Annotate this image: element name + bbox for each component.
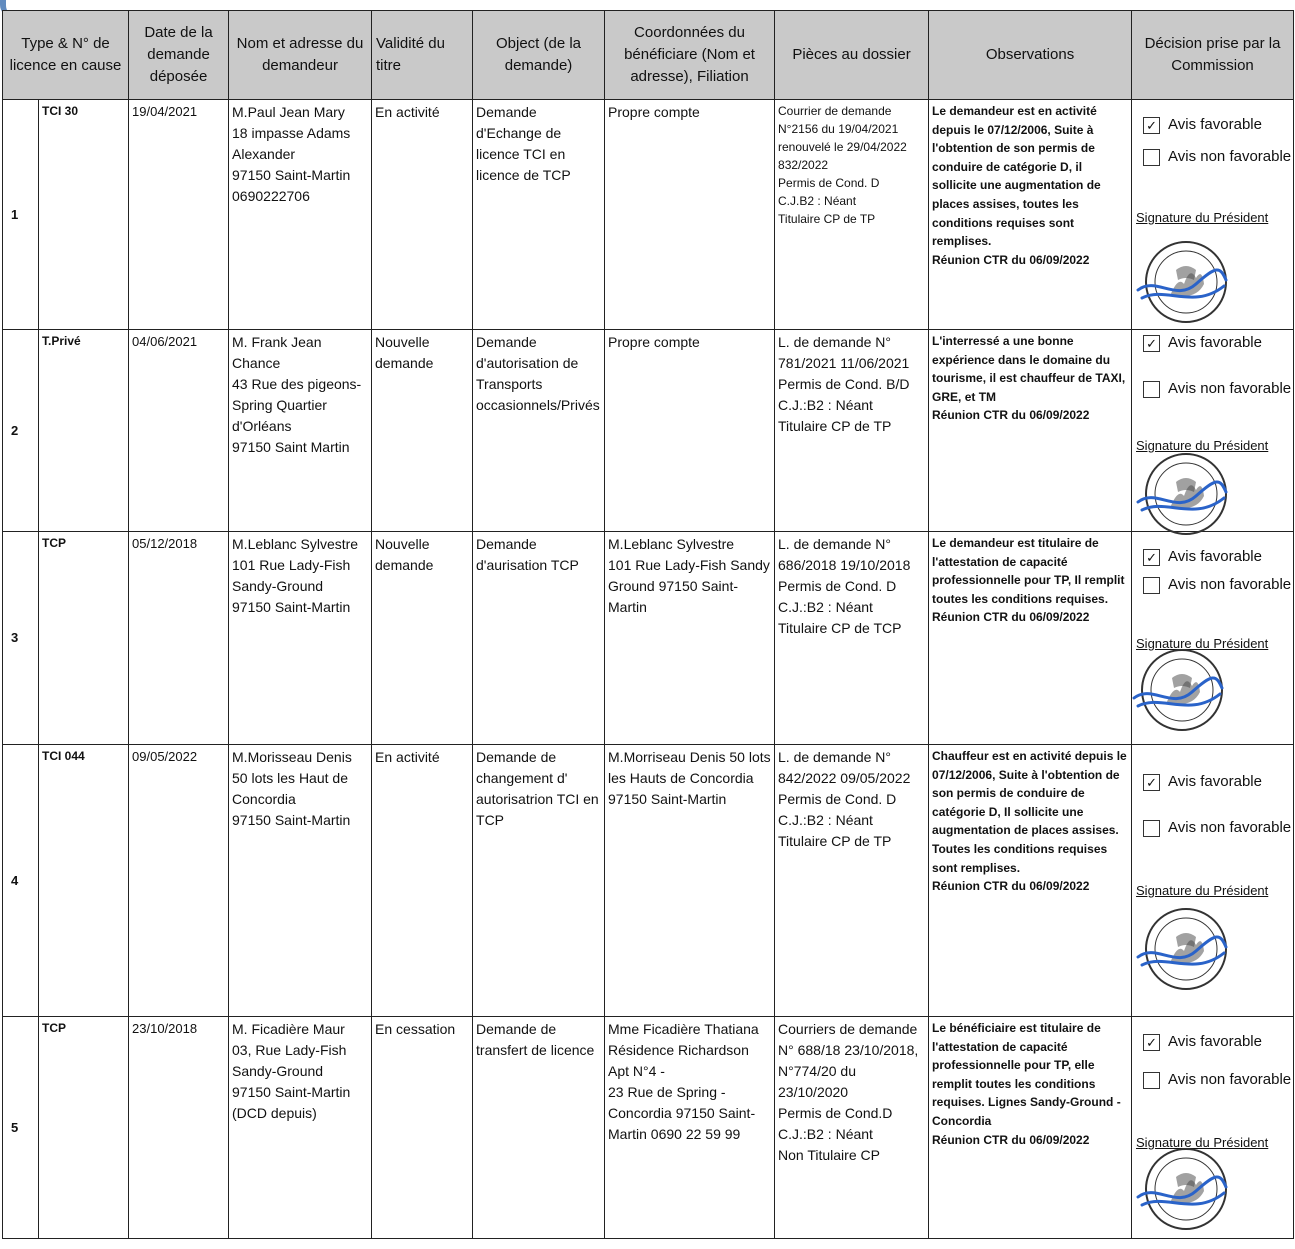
checked-checkbox: ✓ <box>1143 774 1160 791</box>
empty-checkbox <box>1143 820 1160 837</box>
request-object: Demande de changement d' autorisatrion TCI en TCP <box>473 745 605 1017</box>
applicant-name-address: M. Frank Jean Chance 43 Rue des pigeons- Spring Quartier d'Orléans 97150 Saint Martin <box>229 330 372 532</box>
request-date: 09/05/2022 <box>129 745 229 1017</box>
table-row <box>3 1017 1294 1239</box>
request-date: 19/04/2021 <box>129 100 229 330</box>
avis-non-favorable-option <box>1143 1069 1291 1092</box>
signature-label: Signature du Président <box>1136 636 1269 651</box>
avis-favorable-label: Avis favorable <box>1168 116 1262 133</box>
request-date: 04/06/2021 <box>129 330 229 532</box>
licence-type: T.Privé <box>39 330 129 532</box>
observations-text: Le demandeur est en activité depuis le 07/12/2006, Suite à l'obtention de son permis de conduire de catégorie D, il sollicite une augmentation de places assises, toutes les conditions requises sont remplises. Réunion CTR du 06/09/2022 <box>929 100 1132 330</box>
table-row <box>3 100 1294 330</box>
row-number: 2 <box>3 330 39 532</box>
request-object: Demande d'aurisation TCP <box>473 532 605 745</box>
empty-checkbox <box>1143 381 1160 398</box>
licence-type: TCI 30 <box>39 100 129 330</box>
header-decision: Décision prise par la Commission <box>1132 11 1294 100</box>
avis-favorable-option <box>1143 771 1262 794</box>
signature-label: Signature du Président <box>1136 438 1269 453</box>
avis-non-favorable-label: Avis non favorable <box>1168 1071 1292 1088</box>
header-observations: Observations <box>929 11 1132 100</box>
request-object: Demande d'Echange de licence TCI en licence de TCP <box>473 100 605 330</box>
commission-decision-table <box>2 10 1294 1239</box>
empty-checkbox <box>1143 1072 1160 1089</box>
checked-checkbox: ✓ <box>1143 335 1160 352</box>
avis-non-favorable-option <box>1143 817 1291 840</box>
header-row <box>3 11 1294 100</box>
title-validity: En activité <box>372 100 473 330</box>
file-documents: L. de demande N° 842/2022 09/05/2022 Permis de Cond. D C.J.:B2 : Néant Titulaire CP de TP <box>775 745 929 1017</box>
avis-favorable-label: Avis favorable <box>1168 1033 1262 1050</box>
decision-cell <box>1132 532 1294 745</box>
title-validity: Nouvelle demande <box>372 330 473 532</box>
row-number: 5 <box>3 1017 39 1239</box>
beneficiary-details: Mme Ficadière Thatiana Résidence Richardson Apt N°4 - 23 Rue de Spring - Concordia 97150 Saint-Martin 0690 22 59 99 <box>605 1017 775 1239</box>
file-documents: Courrier de demande N°2156 du 19/04/2021 renouvelé le 29/04/2022 832/2022 Permis de Cond. D C.J.B2 : Néant Titulaire CP de TP <box>775 100 929 330</box>
file-documents: L. de demande N° 686/2018 19/10/2018 Permis de Cond. D C.J.:B2 : Néant Titulaire CP de TCP <box>775 532 929 745</box>
avis-favorable-option <box>1143 332 1262 355</box>
observations-text: Le bénéficiaire est titulaire de l'attestation de capacité professionnelle pour TP, elle remplit toutes les conditions requises. Lignes Sandy-Ground - Concordia Réunion CTR du 06/09/2022 <box>929 1017 1132 1239</box>
decision-cell <box>1132 1017 1294 1239</box>
checked-checkbox: ✓ <box>1143 549 1160 566</box>
licence-type: TCI 044 <box>39 745 129 1017</box>
beneficiary-details: M.Morriseau Denis 50 lots les Hauts de Concordia 97150 Saint-Martin <box>605 745 775 1017</box>
row-number: 4 <box>3 745 39 1017</box>
president-seal-stamp <box>1136 1143 1228 1235</box>
applicant-name-address: M.Leblanc Sylvestre 101 Rue Lady-Fish Sandy-Ground 97150 Saint-Martin <box>229 532 372 745</box>
file-documents: Courriers de demande N° 688/18 23/10/2018, N°774/20 du 23/10/2020 Permis de Cond.D C.J.:B2 : Néant Non Titulaire CP <box>775 1017 929 1239</box>
checked-checkbox: ✓ <box>1143 1034 1160 1051</box>
avis-non-favorable-label: Avis non favorable <box>1168 576 1292 593</box>
request-date: 05/12/2018 <box>129 532 229 745</box>
header-date: Date de la demande déposée <box>129 11 229 100</box>
applicant-name-address: M.Paul Jean Mary 18 impasse Adams Alexander 97150 Saint-Martin 0690222706 <box>229 100 372 330</box>
president-seal-stamp <box>1136 236 1228 328</box>
signature-label: Signature du Président <box>1136 1135 1269 1150</box>
avis-favorable-label: Avis favorable <box>1168 773 1262 790</box>
avis-favorable-label: Avis favorable <box>1168 334 1262 351</box>
avis-favorable-label: Avis favorable <box>1168 548 1262 565</box>
row-number: 3 <box>3 532 39 745</box>
signature-label: Signature du Président <box>1136 883 1269 898</box>
avis-non-favorable-label: Avis non favorable <box>1168 380 1292 397</box>
observations-text: L'interressé a une bonne expérience dans le domaine du tourisme, il est chauffeur de TAXI, GRE, et TM Réunion CTR du 06/09/2022 <box>929 330 1132 532</box>
title-validity: En activité <box>372 745 473 1017</box>
applicant-name-address: M. Ficadière Maur 03, Rue Lady-Fish Sandy-Ground 97150 Saint-Martin (DCD depuis) <box>229 1017 372 1239</box>
beneficiary-details: M.Leblanc Sylvestre 101 Rue Lady-Fish Sandy Ground 97150 Saint-Martin <box>605 532 775 745</box>
avis-favorable-option <box>1143 1031 1262 1054</box>
decision-cell <box>1132 330 1294 532</box>
file-documents: L. de demande N° 781/2021 11/06/2021 Permis de Cond. B/D C.J.:B2 : Néant Titulaire CP de TP <box>775 330 929 532</box>
observations-text: Le demandeur est titulaire de l'attestation de capacité professionnelle pour TP, Il remplit toutes les conditions requises. Réunion CTR du 06/09/2022 <box>929 532 1132 745</box>
header-beneficiaire: Coordonnées du bénéficiare (Nom et adresse), Filiation <box>605 11 775 100</box>
request-object: Demande d'autorisation de Transports occasionnels/Privés <box>473 330 605 532</box>
observations-text: Chauffeur est en activité depuis le 07/12/2006, Suite à l'obtention de son permis de conduire de catégorie D, Il sollicite une augmentation de places assises. Toutes les conditions requises sont remplises. Réunion CTR du 06/09/2022 <box>929 745 1132 1017</box>
signature-label: Signature du Président <box>1136 210 1269 225</box>
avis-non-favorable-option <box>1143 378 1291 401</box>
header-pieces: Pièces au dossier <box>775 11 929 100</box>
decision-cell <box>1132 745 1294 1017</box>
request-date: 23/10/2018 <box>129 1017 229 1239</box>
president-seal-stamp <box>1136 903 1228 995</box>
table-row <box>3 532 1294 745</box>
beneficiary-details: Propre compte <box>605 330 775 532</box>
checked-checkbox: ✓ <box>1143 117 1160 134</box>
avis-non-favorable-label: Avis non favorable <box>1168 148 1292 165</box>
president-seal-stamp <box>1136 448 1228 540</box>
table-row <box>3 745 1294 1017</box>
avis-non-favorable-option <box>1143 574 1291 597</box>
avis-favorable-option <box>1143 114 1262 137</box>
beneficiary-details: Propre compte <box>605 100 775 330</box>
empty-checkbox <box>1143 149 1160 166</box>
row-number: 1 <box>3 100 39 330</box>
table-row <box>3 330 1294 532</box>
title-validity: Nouvelle demande <box>372 532 473 745</box>
licence-type: TCP <box>39 1017 129 1239</box>
request-object: Demande de transfert de licence <box>473 1017 605 1239</box>
header-validite: Validité du titre <box>372 11 473 100</box>
licence-type: TCP <box>39 532 129 745</box>
header-objet: Object (de la demande) <box>473 11 605 100</box>
avis-favorable-option <box>1143 546 1262 569</box>
avis-non-favorable-label: Avis non favorable <box>1168 819 1292 836</box>
title-validity: En cessation <box>372 1017 473 1239</box>
decision-cell <box>1132 100 1294 330</box>
header-type: Type & N° de licence en cause <box>3 11 129 100</box>
avis-non-favorable-option <box>1143 146 1291 169</box>
president-seal-stamp <box>1132 644 1224 736</box>
applicant-name-address: M.Morisseau Denis 50 lots les Haut de Concordia 97150 Saint-Martin <box>229 745 372 1017</box>
header-demandeur: Nom et adresse du demandeur <box>229 11 372 100</box>
empty-checkbox <box>1143 577 1160 594</box>
